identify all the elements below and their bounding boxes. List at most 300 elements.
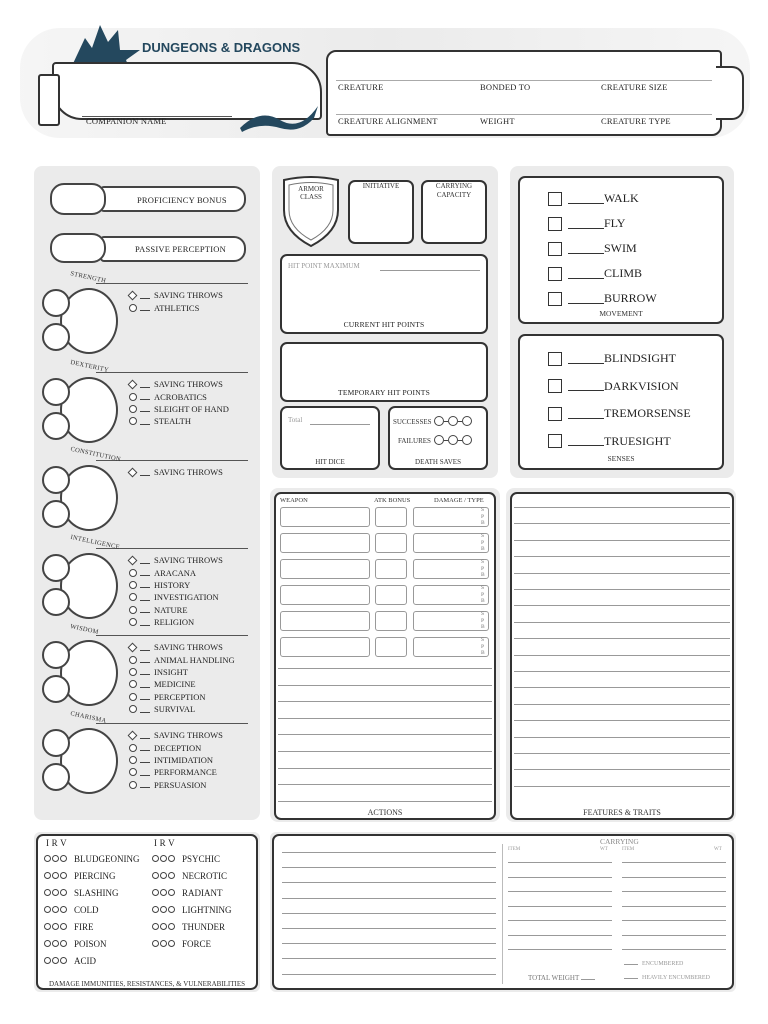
skill-row[interactable]: [128, 301, 223, 313]
proficiency-diamond-icon[interactable]: [128, 555, 138, 565]
ability-modifier-circle[interactable]: [42, 466, 70, 494]
encumbered-label: ENCUMBERED: [624, 961, 683, 967]
ability-name: CHARISMA: [69, 710, 108, 725]
checkbox-icon[interactable]: [548, 292, 562, 306]
skill-row[interactable]: [128, 604, 223, 616]
item-header-2: ITEM: [622, 847, 635, 852]
ability-line: [96, 635, 248, 636]
movement-title: MOVEMENT: [599, 309, 643, 318]
initiative-label: INITIATIVE: [362, 182, 400, 190]
ruled-line: [514, 507, 730, 508]
damage-type-field[interactable]: [413, 585, 489, 605]
proficiency-circle-icon[interactable]: [129, 593, 137, 601]
spb-letter: P: [481, 565, 485, 572]
armor-class-label: ARMOR CLASS: [298, 185, 324, 201]
ruled-line: [282, 958, 496, 959]
damage-type-row[interactable]: [152, 850, 232, 867]
ruled-line: [282, 898, 496, 899]
skill-label: NATURE: [154, 604, 188, 615]
value-blank[interactable]: [140, 381, 150, 388]
proficiency-circle-icon[interactable]: [129, 405, 137, 413]
damage-type-label: SLASHING: [74, 887, 119, 898]
value-blank[interactable]: [568, 354, 604, 364]
skill-row[interactable]: [128, 415, 229, 427]
hit-dice-total-label: Total: [288, 416, 303, 424]
ruled-line: [514, 720, 730, 721]
ability-line: [96, 372, 248, 373]
actions-title: ACTIONS: [367, 808, 403, 817]
value-blank[interactable]: [140, 644, 150, 651]
damage-type-label: PSYCHIC: [182, 853, 221, 864]
damage-footer: DAMAGE IMMUNITIES, RESISTANCES, & VULNERABILITIES: [48, 980, 246, 988]
spb-letters: [481, 585, 485, 605]
ruled-line: [508, 920, 612, 921]
successes-circles[interactable]: [434, 416, 472, 426]
ruled-line: [514, 687, 730, 688]
irv-circles-icon[interactable]: [44, 855, 67, 862]
value-blank[interactable]: [140, 581, 150, 588]
checkbox-icon[interactable]: [548, 407, 562, 421]
passive-perception-label: PASSIVE PERCEPTION: [135, 244, 226, 254]
atk-bonus-field[interactable]: [375, 637, 407, 657]
checkbox-label: SWIM: [604, 241, 637, 255]
creature-alignment-label: CREATURE ALIGNMENT: [338, 116, 438, 126]
ability-score-small-circle[interactable]: [42, 412, 70, 440]
checkbox-label: TRUESIGHT: [604, 433, 671, 448]
irv-circles-icon[interactable]: [44, 923, 67, 930]
ruled-line: [622, 920, 726, 921]
current-hit-points-label: CURRENT HIT POINTS: [343, 320, 425, 329]
skill-row[interactable]: [128, 566, 223, 578]
spb-letter: S: [481, 507, 485, 513]
saving-throws-label: SAVING THROWS: [154, 730, 223, 741]
proficiency-circle-icon[interactable]: [129, 744, 137, 752]
damage-type-row[interactable]: [152, 884, 232, 901]
checkbox-icon[interactable]: [548, 267, 562, 281]
spb-letter: P: [481, 513, 485, 520]
checkbox-label: CLIMB: [604, 266, 643, 280]
skill-row[interactable]: [128, 616, 223, 628]
proficiency-diamond-icon[interactable]: [128, 642, 138, 652]
skill-row[interactable]: [128, 691, 235, 703]
ruled-line: [278, 718, 492, 719]
irv-circles-icon[interactable]: [152, 906, 175, 913]
damage-type-row[interactable]: [152, 901, 232, 918]
ruled-line: [282, 943, 496, 944]
damage-type-row[interactable]: [44, 901, 140, 918]
checkbox-icon[interactable]: [548, 242, 562, 256]
skill-label: PERSUASION: [154, 779, 207, 790]
features-box[interactable]: [510, 492, 734, 820]
weapon-name-field[interactable]: [280, 585, 370, 605]
value-blank[interactable]: [568, 194, 604, 204]
skill-label: PERFORMANCE: [154, 767, 217, 778]
ruled-line: [508, 935, 612, 936]
irv-circles-icon[interactable]: [44, 940, 67, 947]
value-blank[interactable]: [568, 244, 604, 254]
proficiency-circle-icon[interactable]: [129, 680, 137, 688]
ability-modifier-circle[interactable]: [42, 554, 70, 582]
spb-letter: B: [481, 598, 485, 604]
proficiency-circle-icon[interactable]: [129, 393, 137, 401]
atk-bonus-field[interactable]: [375, 559, 407, 579]
value-blank[interactable]: [140, 744, 150, 751]
spb-letter: B: [481, 520, 485, 526]
ruled-line: [514, 540, 730, 541]
spb-letter: P: [481, 643, 485, 650]
damage-type-label: RADIANT: [182, 887, 223, 898]
checkbox-row[interactable]: [548, 400, 691, 428]
ability-score-small-circle[interactable]: [42, 323, 70, 351]
damage-type-field[interactable]: [413, 611, 489, 631]
passive-perception-value[interactable]: [50, 233, 106, 263]
spb-letter: S: [481, 611, 485, 617]
damage-type-label: FORCE: [182, 938, 212, 949]
weapon-name-field[interactable]: [280, 611, 370, 631]
heavily-encumbered-label: HEAVILY ENCUMBERED: [624, 975, 710, 981]
ruled-line: [278, 768, 492, 769]
skill-row[interactable]: [128, 666, 235, 678]
skill-list: [128, 466, 223, 478]
skill-row[interactable]: [128, 678, 235, 690]
checkbox-row[interactable]: [548, 286, 657, 311]
ability-modifier-circle[interactable]: [42, 729, 70, 757]
checkbox-label: TREMORSENSE: [604, 406, 691, 421]
ruled-line: [514, 523, 730, 524]
death-saves-label: DEATH SAVES: [415, 458, 461, 466]
value-blank[interactable]: [140, 292, 150, 299]
proficiency-circle-icon[interactable]: [129, 693, 137, 701]
creature-type-label: CREATURE TYPE: [601, 116, 671, 126]
creature-label: CREATURE: [338, 82, 384, 92]
value-blank[interactable]: [140, 668, 150, 675]
logo-text: DUNGEONS & DRAGONS: [142, 40, 301, 55]
weapon-name-field[interactable]: [280, 559, 370, 579]
carrying-capacity-label: CARRYING CAPACITY: [435, 182, 473, 199]
skill-row[interactable]: [128, 741, 223, 753]
value-blank[interactable]: [140, 656, 150, 663]
irv-circles-icon[interactable]: [44, 889, 67, 896]
atk-bonus-field[interactable]: [375, 533, 407, 553]
ruled-line: [514, 704, 730, 705]
value-blank[interactable]: [568, 381, 604, 391]
ruled-line: [622, 949, 726, 950]
features-title: FEATURES & TRAITS: [583, 808, 661, 817]
damage-type-field[interactable]: [413, 637, 489, 657]
value-blank[interactable]: [140, 393, 150, 400]
irv-circles-icon[interactable]: [44, 906, 67, 913]
ruled-line: [514, 622, 730, 623]
irv-circles-icon[interactable]: [44, 872, 67, 879]
spb-letter: P: [481, 591, 485, 598]
checkbox-label: FLY: [604, 216, 626, 230]
wt-header-1: WT: [600, 847, 608, 852]
value-blank[interactable]: [140, 569, 150, 576]
hit-point-maximum-label: HIT POINT MAXIMUM: [288, 262, 360, 270]
value-blank[interactable]: [140, 681, 150, 688]
proficiency-circle-icon[interactable]: [129, 668, 137, 676]
irv-circles-icon[interactable]: [152, 855, 175, 862]
skill-row[interactable]: [128, 591, 223, 603]
hit-point-maximum-line: [380, 270, 480, 271]
item-header-1: ITEM: [508, 847, 521, 852]
atk-bonus-header: ATK BONUS: [374, 497, 411, 504]
skill-label: STEALTH: [154, 416, 191, 427]
skill-label: SLEIGHT OF HAND: [154, 403, 229, 414]
carrying-title: CARRYING: [600, 837, 639, 846]
checkbox-icon[interactable]: [548, 379, 562, 393]
checkbox-icon[interactable]: [548, 192, 562, 206]
saving-throw-row[interactable]: [128, 289, 223, 301]
skill-row[interactable]: [128, 653, 235, 665]
damage-column-2: [152, 850, 232, 952]
saving-throws-label: SAVING THROWS: [154, 555, 223, 566]
damage-type-row[interactable]: [44, 884, 140, 901]
skill-list: [128, 378, 229, 428]
proficiency-bonus-value[interactable]: [50, 183, 106, 215]
ability-name: WISDOM: [69, 623, 100, 636]
ability-score-small-circle[interactable]: [42, 675, 70, 703]
proficiency-circle-icon[interactable]: [129, 581, 137, 589]
ability-score-small-circle[interactable]: [42, 588, 70, 616]
irv-header-1: I R V: [46, 838, 67, 848]
irv-circles-icon[interactable]: [44, 957, 67, 964]
value-blank[interactable]: [568, 436, 604, 446]
proficiency-circle-icon[interactable]: [129, 768, 137, 776]
value-blank[interactable]: [140, 706, 150, 713]
saving-throw-row[interactable]: [128, 378, 229, 390]
spb-letter: S: [481, 637, 485, 643]
proficiency-circle-icon[interactable]: [129, 569, 137, 577]
ability-modifier-circle[interactable]: [42, 289, 70, 317]
failures-label: FAILURES: [398, 437, 431, 445]
ruled-line: [282, 867, 496, 868]
value-blank[interactable]: [140, 606, 150, 613]
skill-row[interactable]: [128, 403, 229, 415]
damage-type-label: FIRE: [74, 921, 94, 932]
skill-label: PERCEPTION: [154, 691, 206, 702]
damage-type-field[interactable]: [413, 507, 489, 527]
checkbox-row[interactable]: [548, 236, 657, 261]
failures-circles[interactable]: [434, 435, 472, 445]
skill-row[interactable]: [128, 390, 229, 402]
value-blank[interactable]: [140, 619, 150, 626]
skill-label: ARACANA: [154, 567, 197, 578]
ruled-line: [514, 573, 730, 574]
weapon-name-field[interactable]: [280, 637, 370, 657]
ability-name: STRENGTH: [69, 270, 107, 285]
proficiency-diamond-icon[interactable]: [128, 730, 138, 740]
value-blank[interactable]: [568, 294, 604, 304]
damage-type-label: POISON: [74, 938, 107, 949]
ability-line: [96, 283, 248, 284]
movement-list: [548, 186, 657, 311]
ruled-line: [282, 852, 496, 853]
checkbox-row[interactable]: [548, 186, 657, 211]
ruled-line: [514, 638, 730, 639]
saving-throw-row[interactable]: [128, 466, 223, 478]
ruled-line: [508, 906, 612, 907]
damage-type-row[interactable]: [152, 918, 232, 935]
ruled-line: [514, 753, 730, 754]
spb-letters: [481, 611, 485, 631]
checkbox-label: DARKVISION: [604, 378, 679, 393]
checkbox-label: BURROW: [604, 291, 657, 305]
saving-throw-row[interactable]: [128, 729, 223, 741]
saving-throws-label: SAVING THROWS: [154, 379, 223, 390]
damage-type-row[interactable]: [44, 850, 140, 867]
damage-type-label: LIGHTNING: [182, 904, 232, 915]
proficiency-diamond-icon[interactable]: [128, 290, 138, 300]
proficiency-circle-icon[interactable]: [129, 705, 137, 713]
spb-letter: S: [481, 585, 485, 591]
value-blank[interactable]: [140, 732, 150, 739]
checkbox-icon[interactable]: [548, 352, 562, 366]
ruled-line: [278, 801, 492, 802]
proficiency-circle-icon[interactable]: [129, 781, 137, 789]
skill-label: SURVIVAL: [154, 704, 196, 715]
damage-type-field[interactable]: [413, 533, 489, 553]
damage-type-label: THUNDER: [182, 921, 225, 932]
ruled-line: [278, 734, 492, 735]
weapon-name-field[interactable]: [280, 507, 370, 527]
total-weight-label: TOTAL WEIGHT: [528, 974, 595, 982]
value-blank[interactable]: [140, 304, 150, 311]
ability-name: DEXTERITY: [69, 359, 110, 374]
checkbox-icon[interactable]: [548, 217, 562, 231]
saving-throw-row[interactable]: [128, 554, 223, 566]
ruled-line: [514, 589, 730, 590]
value-blank[interactable]: [568, 409, 604, 419]
ability-line: [96, 723, 248, 724]
ruled-line: [622, 862, 726, 863]
irv-circles-icon[interactable]: [152, 889, 175, 896]
damage-type-field[interactable]: [413, 559, 489, 579]
value-blank[interactable]: [140, 756, 150, 763]
value-blank[interactable]: [140, 418, 150, 425]
checkbox-icon[interactable]: [548, 434, 562, 448]
ability-score-small-circle[interactable]: [42, 500, 70, 528]
damage-type-label: NECROTIC: [182, 870, 227, 881]
checkbox-label: WALK: [604, 191, 639, 205]
creature-size-label: CREATURE SIZE: [601, 82, 668, 92]
spb-letter: B: [481, 650, 485, 656]
ruled-line: [514, 769, 730, 770]
ability-name: CONSTITUTION: [69, 445, 122, 464]
ruled-line: [278, 668, 492, 669]
proficiency-diamond-icon[interactable]: [128, 467, 138, 477]
senses-title: SENSES: [607, 454, 635, 463]
ruled-line: [514, 671, 730, 672]
spb-letters: [481, 559, 485, 579]
proficiency-circle-icon[interactable]: [129, 618, 137, 626]
ability-name: INTELLIGENCE: [69, 533, 121, 552]
irv-circles-icon[interactable]: [152, 940, 175, 947]
creature-info-row2-line: [336, 114, 712, 115]
ruled-line: [278, 784, 492, 785]
damage-type-header: DAMAGE / TYPE: [434, 497, 484, 504]
spb-letter: S: [481, 559, 485, 565]
damage-type-row[interactable]: [152, 935, 232, 952]
value-blank[interactable]: [140, 769, 150, 776]
skill-row[interactable]: [128, 579, 223, 591]
ability-modifier-circle[interactable]: [42, 378, 70, 406]
value-blank[interactable]: [140, 469, 150, 476]
saving-throw-row[interactable]: [128, 641, 235, 653]
skill-row[interactable]: [128, 766, 223, 778]
damage-type-label: ACID: [74, 955, 96, 966]
checkbox-row[interactable]: [548, 211, 657, 236]
value-blank[interactable]: [140, 781, 150, 788]
skill-label: MEDICINE: [154, 679, 196, 690]
spb-letter: B: [481, 572, 485, 578]
value-blank[interactable]: [568, 219, 604, 229]
atk-bonus-field[interactable]: [375, 507, 407, 527]
ruled-line: [508, 877, 612, 878]
value-blank[interactable]: [140, 557, 150, 564]
atk-bonus-field[interactable]: [375, 585, 407, 605]
skill-list: [128, 554, 223, 628]
skill-label: INVESTIGATION: [154, 592, 219, 603]
damage-type-row[interactable]: [44, 935, 140, 952]
ruled-line: [278, 701, 492, 702]
scroll-tail-icon: [240, 98, 320, 139]
ability-score-small-circle[interactable]: [42, 763, 70, 791]
proficiency-circle-icon[interactable]: [129, 417, 137, 425]
spb-letter: S: [481, 533, 485, 539]
irv-circles-icon[interactable]: [152, 872, 175, 879]
damage-type-row[interactable]: [44, 867, 140, 884]
checkbox-row[interactable]: [548, 428, 691, 456]
weapon-name-field[interactable]: [280, 533, 370, 553]
skill-label: INTIMIDATION: [154, 754, 214, 765]
damage-type-row[interactable]: [44, 952, 140, 969]
weight-label: WEIGHT: [480, 116, 515, 126]
weapon-header: WEAPON: [280, 497, 308, 504]
checkbox-row[interactable]: [548, 345, 691, 373]
ability-modifier-circle[interactable]: [42, 641, 70, 669]
skill-row[interactable]: [128, 703, 235, 715]
damage-type-label: COLD: [74, 904, 99, 915]
skill-row[interactable]: [128, 779, 223, 791]
skill-label: ANIMAL HANDLING: [154, 654, 235, 665]
value-blank[interactable]: [140, 405, 150, 412]
proficiency-circle-icon[interactable]: [129, 304, 137, 312]
checkbox-row[interactable]: [548, 261, 657, 286]
spb-letter: B: [481, 624, 485, 630]
damage-type-row[interactable]: [44, 918, 140, 935]
saving-throws-label: SAVING THROWS: [154, 290, 223, 301]
value-blank[interactable]: [140, 594, 150, 601]
proficiency-circle-icon[interactable]: [129, 656, 137, 664]
ruled-line: [622, 906, 726, 907]
ruled-line: [514, 605, 730, 606]
value-blank[interactable]: [568, 269, 604, 279]
proficiency-circle-icon[interactable]: [129, 606, 137, 614]
checkbox-label: BLINDSIGHT: [604, 351, 676, 366]
equipment-divider: [502, 844, 503, 984]
checkbox-row[interactable]: [548, 373, 691, 401]
atk-bonus-field[interactable]: [375, 611, 407, 631]
ruled-line: [514, 556, 730, 557]
proficiency-diamond-icon[interactable]: [128, 379, 138, 389]
irv-circles-icon[interactable]: [152, 923, 175, 930]
skill-row[interactable]: [128, 754, 223, 766]
proficiency-bonus-label: PROFICIENCY BONUS: [137, 195, 227, 205]
damage-type-row[interactable]: [152, 867, 232, 884]
value-blank[interactable]: [140, 693, 150, 700]
proficiency-circle-icon[interactable]: [129, 756, 137, 764]
